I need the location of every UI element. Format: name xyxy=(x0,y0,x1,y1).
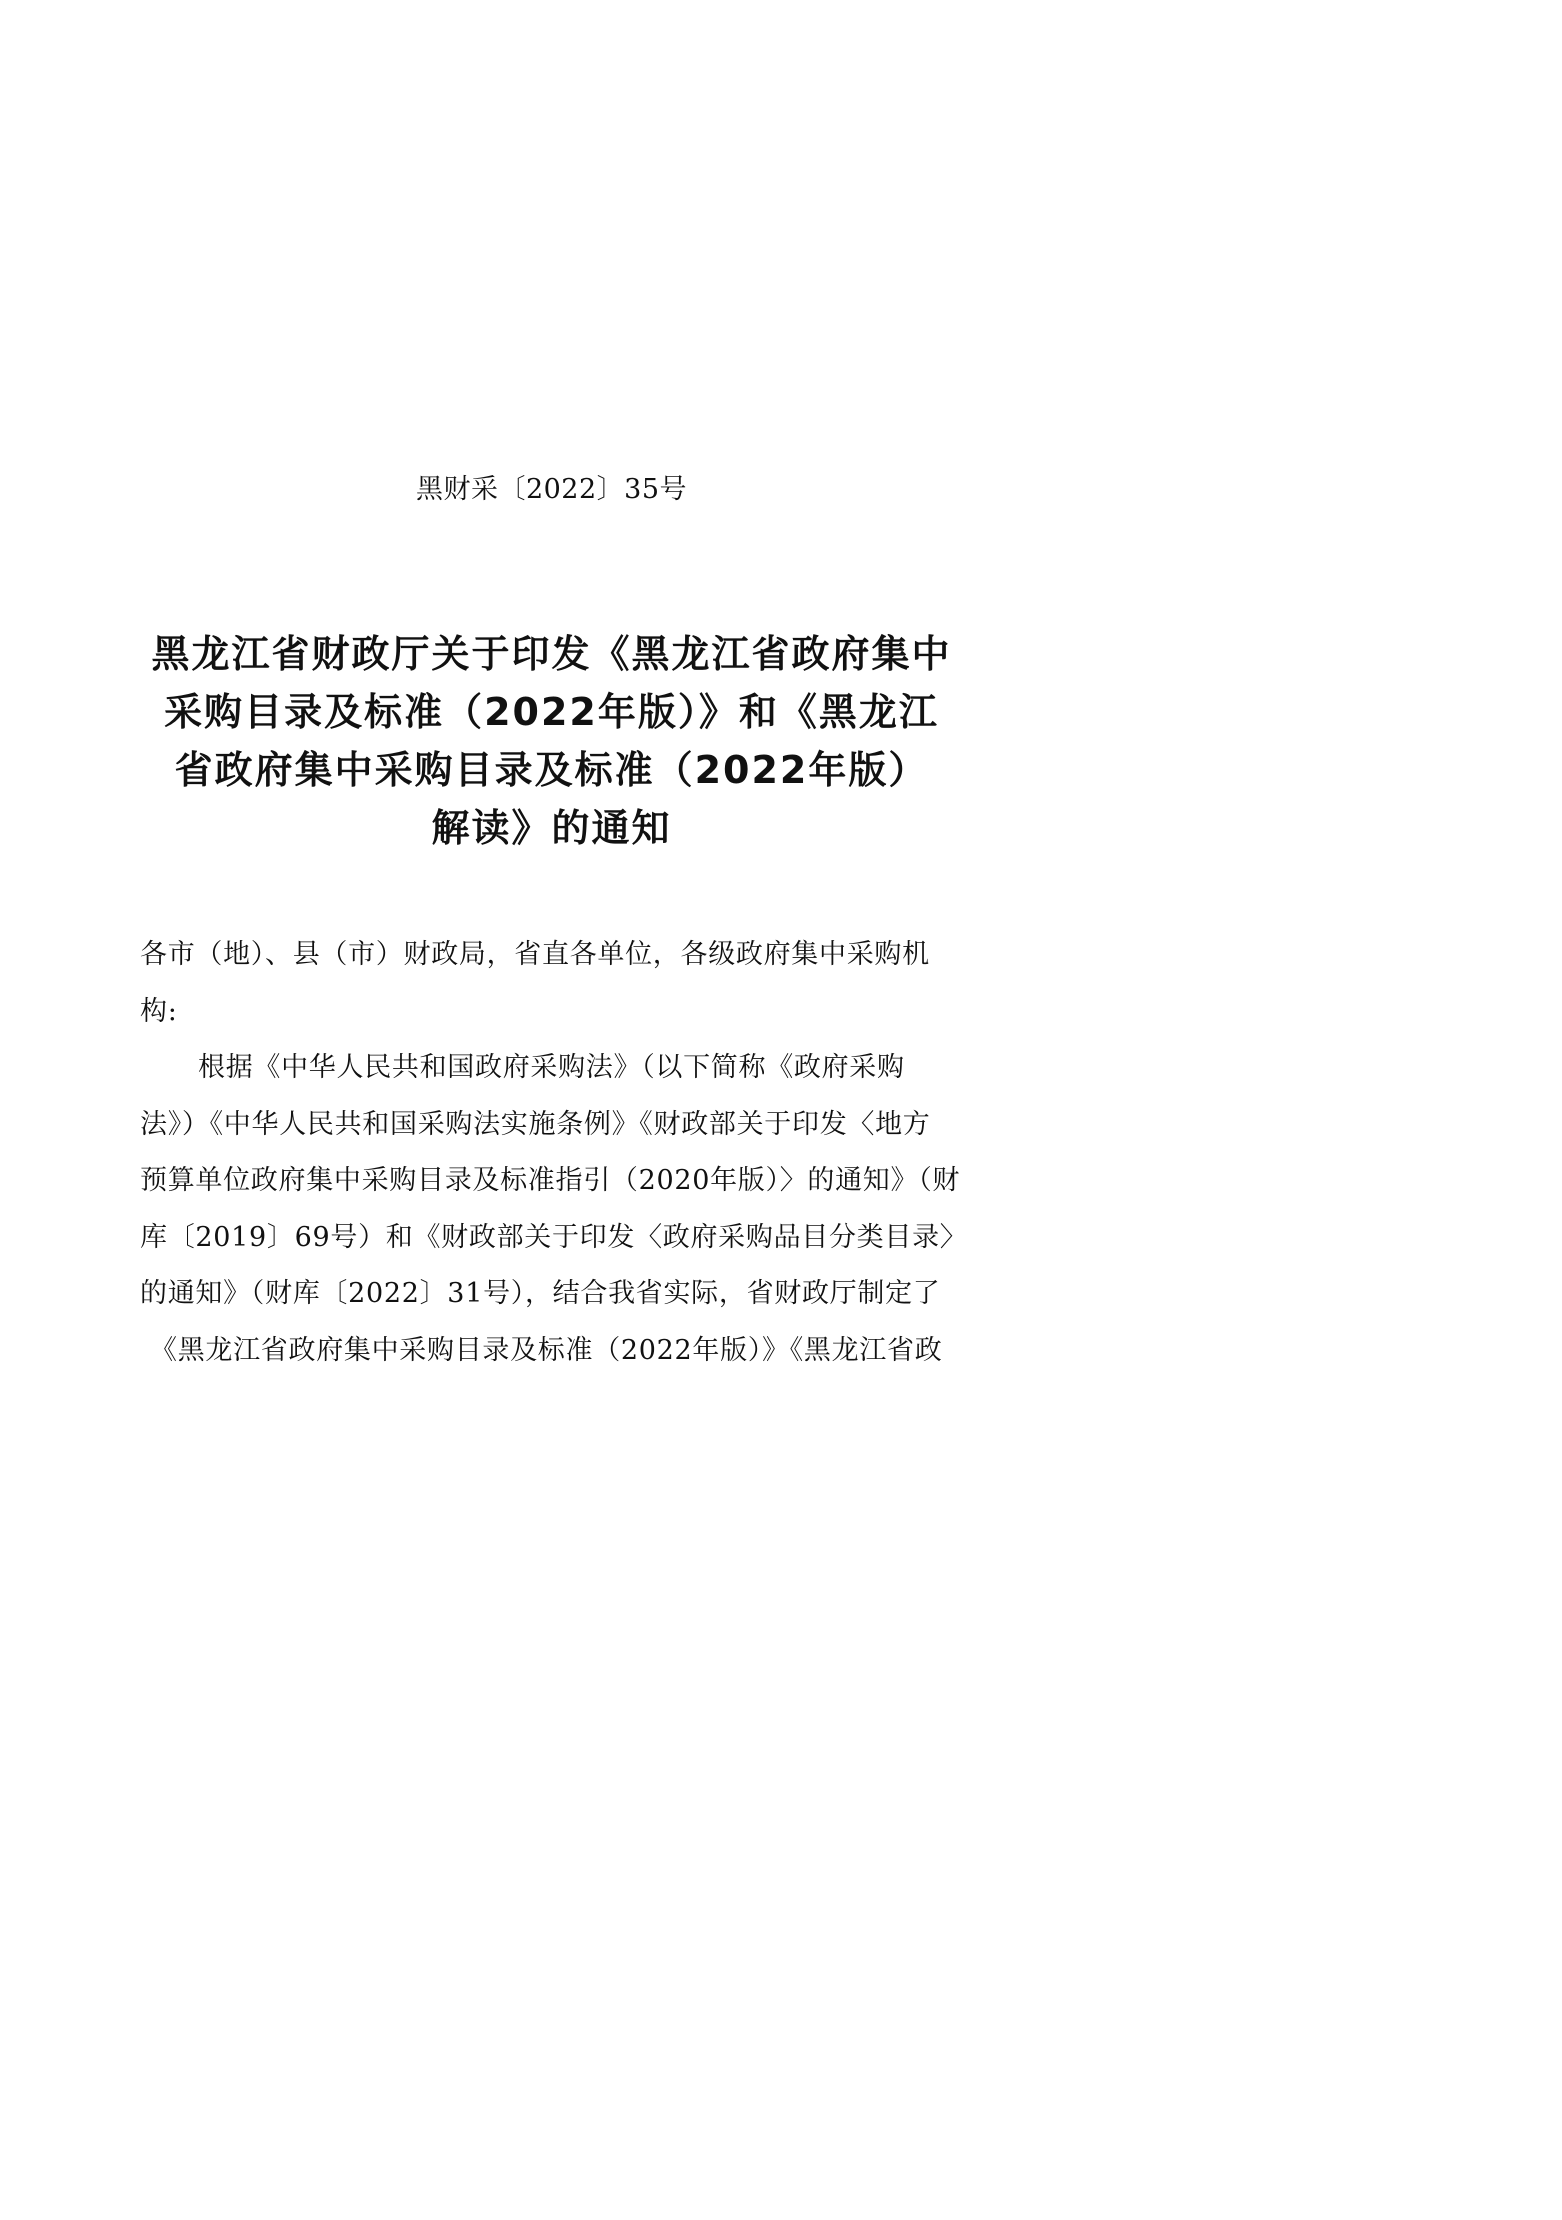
paragraph-line: 库〔2019〕69号）和《财政部关于印发〈政府采购品目分类目录〉 xyxy=(140,1222,968,1253)
document-number: 黑财采〔2022〕35号 xyxy=(415,474,688,505)
document-title xyxy=(0,625,1103,857)
title-line: 采购目录及标准（2022年版）》和《黑龙江 xyxy=(164,690,939,734)
title-line: 省政府集中采购目录及标准（2022年版） xyxy=(174,748,929,792)
paragraph-line: 法》）《中华人民共和国采购法实施条例》《财政部关于印发〈地方 xyxy=(140,1109,931,1140)
title-line: 解读》的通知 xyxy=(431,806,672,850)
salutation-line: 各市（地）、县（市）财政局，省直各单位，各级政府集中采购机 xyxy=(140,939,930,970)
paragraph-line: 《黑龙江省政府集中采购目录及标准（2022年版）》《黑龙江省政 xyxy=(150,1335,943,1366)
document-page xyxy=(0,0,1103,1560)
paragraph-line: 的通知》（财库〔2022〕31号），结合我省实际，省财政厅制定了 xyxy=(140,1278,941,1309)
title-line: 黑龙江省财政厅关于印发《黑龙江省政府集中 xyxy=(151,632,952,676)
paragraph-line: 预算单位政府集中采购目录及标准指引（2020年版）〉的通知》（财 xyxy=(140,1165,961,1196)
salutation-line: 构: xyxy=(140,996,178,1027)
paragraph-line: 根据《中华人民共和国政府采购法》（以下简称《政府采购 xyxy=(198,1052,905,1083)
